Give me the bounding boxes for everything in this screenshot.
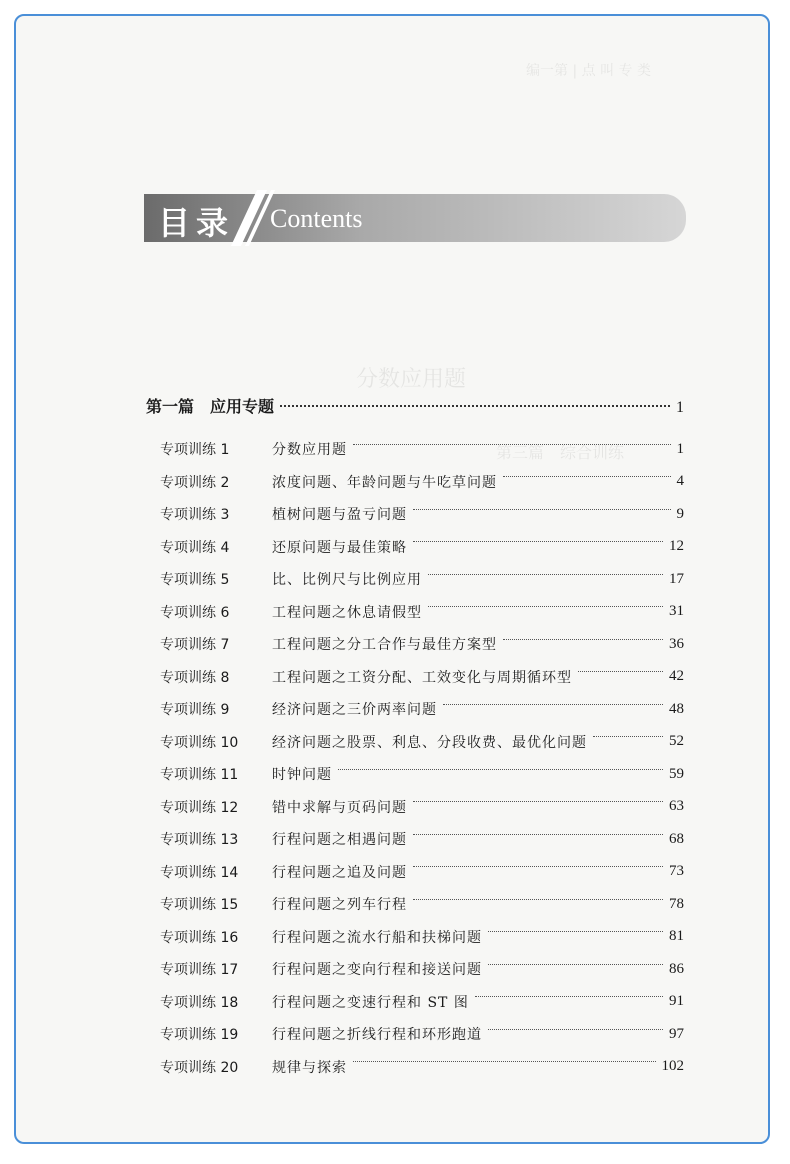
entry-title: 经济问题之股票、利息、分段收费、最优化问题: [272, 734, 587, 751]
entry-title: 行程问题之列车行程: [272, 897, 407, 914]
entry-title: 行程问题之相遇问题: [272, 832, 407, 849]
entry-label: 专项训练 3: [160, 507, 230, 524]
entry-title: 行程问题之追及问题: [272, 864, 407, 881]
dot-leader: [353, 1061, 656, 1062]
toc-list: [160, 433, 684, 1083]
entry-title: 浓度问题、年龄问题与牛吃草问题: [272, 474, 497, 491]
dot-leader: [338, 769, 663, 770]
entry-page-number: 31: [669, 603, 684, 620]
toc-entry: [160, 661, 684, 694]
toc-entry: [160, 563, 684, 596]
entry-title: 行程问题之流水行船和扶梯问题: [272, 929, 482, 946]
bleed-through-section: 第三篇 综合训练: [496, 443, 625, 462]
banner-title-en: Contents: [270, 204, 363, 233]
toc-entry: [160, 1018, 684, 1051]
entry-page-number: 9: [676, 505, 684, 522]
dot-leader: [488, 931, 663, 932]
entry-title: 植树问题与盈亏问题: [272, 507, 407, 524]
toc-entry: [160, 823, 684, 856]
entry-page-number: 78: [669, 895, 684, 912]
entry-page-number: 63: [669, 798, 684, 815]
entry-label: 专项训练 16: [160, 929, 239, 946]
entry-title: 行程问题之变速行程和 ST 图: [272, 994, 469, 1011]
dot-leader: [413, 866, 663, 867]
entry-page-number: 36: [669, 635, 684, 652]
toc-entry: [160, 1051, 684, 1084]
entry-page-number: 91: [669, 993, 684, 1010]
entry-page-number: 68: [669, 830, 684, 847]
entry-page-number: 97: [669, 1025, 684, 1042]
dot-leader: [593, 736, 663, 737]
entry-label: 专项训练 17: [160, 962, 239, 979]
toc-entry: [160, 531, 684, 564]
toc-entry: [160, 726, 684, 759]
contents-banner: [144, 194, 686, 242]
entry-page-number: 12: [669, 538, 684, 555]
part-heading-row: [146, 394, 684, 420]
dot-leader: [413, 899, 663, 900]
toc-entry: [160, 596, 684, 629]
toc-entry: [160, 628, 684, 661]
toc-entry: [160, 921, 684, 954]
entry-page-number: 52: [669, 733, 684, 750]
toc-entry: [160, 466, 684, 499]
entry-title: 还原问题与最佳策略: [272, 539, 407, 556]
dot-leader: [428, 574, 663, 575]
dot-leader: [413, 834, 663, 835]
entry-page-number: 73: [669, 863, 684, 880]
toc-entry: [160, 888, 684, 921]
toc-entry: [160, 986, 684, 1019]
dot-leader: [488, 1029, 663, 1030]
entry-page-number: 86: [669, 960, 684, 977]
entry-label: 专项训练 6: [160, 604, 230, 621]
entry-label: 专项训练 1: [160, 442, 230, 459]
entry-title: 规律与探索: [272, 1059, 347, 1076]
bleed-through-header: 编一第 | 点 叫 专 类: [526, 63, 651, 79]
entry-title: 行程问题之折线行程和环形跑道: [272, 1027, 482, 1044]
dot-leader: [578, 671, 663, 672]
entry-title: 分数应用题: [272, 442, 347, 459]
entry-page-number: 48: [669, 700, 684, 717]
entry-label: 专项训练 10: [160, 734, 239, 751]
entry-label: 专项训练 15: [160, 897, 239, 914]
dot-leader: [413, 541, 663, 542]
part-title: 第一篇 应用专题: [146, 397, 275, 416]
dot-leader: [413, 801, 663, 802]
entry-title: 工程问题之休息请假型: [272, 604, 422, 621]
entry-label: 专项训练 7: [160, 637, 230, 654]
entry-title: 时钟问题: [272, 767, 332, 784]
entry-title: 工程问题之分工合作与最佳方案型: [272, 637, 497, 654]
dot-leader: [488, 964, 663, 965]
toc-entry: [160, 791, 684, 824]
dot-leader: [503, 639, 663, 640]
entry-label: 专项训练 5: [160, 572, 230, 589]
toc-entry: [160, 856, 684, 889]
toc-entry: [160, 758, 684, 791]
toc-entry: [160, 693, 684, 726]
entry-label: 专项训练 19: [160, 1027, 239, 1044]
entry-label: 专项训练 8: [160, 669, 230, 686]
toc-entry: [160, 498, 684, 531]
part-page-number: 1: [676, 399, 684, 416]
entry-page-number: 81: [669, 928, 684, 945]
dot-leader: [475, 996, 663, 997]
dot-leader: [503, 476, 671, 477]
dot-leader: [428, 606, 663, 607]
entry-title: 比、比例尺与比例应用: [272, 572, 422, 589]
entry-label: 专项训练 14: [160, 864, 239, 881]
entry-label: 专项训练 13: [160, 832, 239, 849]
banner-title-cn: 目录: [158, 204, 235, 242]
entry-label: 专项训练 11: [160, 767, 239, 784]
page-frame: [14, 14, 770, 1144]
toc-entry: [160, 433, 684, 466]
entry-page-number: 1: [676, 440, 684, 457]
entry-page-number: 4: [676, 473, 684, 490]
entry-title: 经济问题之三价两率问题: [272, 702, 437, 719]
entry-label: 专项训练 18: [160, 994, 239, 1011]
bleed-through-heading: 分数应用题: [356, 367, 467, 392]
entry-title: 错中求解与页码问题: [272, 799, 407, 816]
entry-page-number: 59: [669, 765, 684, 782]
dot-leader: [413, 509, 671, 510]
entry-page-number: 17: [669, 570, 684, 587]
entry-title: 工程问题之工资分配、工效变化与周期循环型: [272, 669, 572, 686]
entry-label: 专项训练 9: [160, 702, 230, 719]
entry-label: 专项训练 12: [160, 799, 239, 816]
toc-entry: [160, 953, 684, 986]
entry-label: 专项训练 2: [160, 474, 230, 491]
entry-page-number: 102: [661, 1058, 684, 1075]
dot-leader: [353, 444, 671, 445]
dot-leader: [443, 704, 663, 705]
dot-leader: [280, 405, 670, 407]
entry-label: 专项训练 20: [160, 1059, 239, 1076]
entry-title: 行程问题之变向行程和接送问题: [272, 962, 482, 979]
entry-label: 专项训练 4: [160, 539, 230, 556]
entry-page-number: 42: [669, 668, 684, 685]
